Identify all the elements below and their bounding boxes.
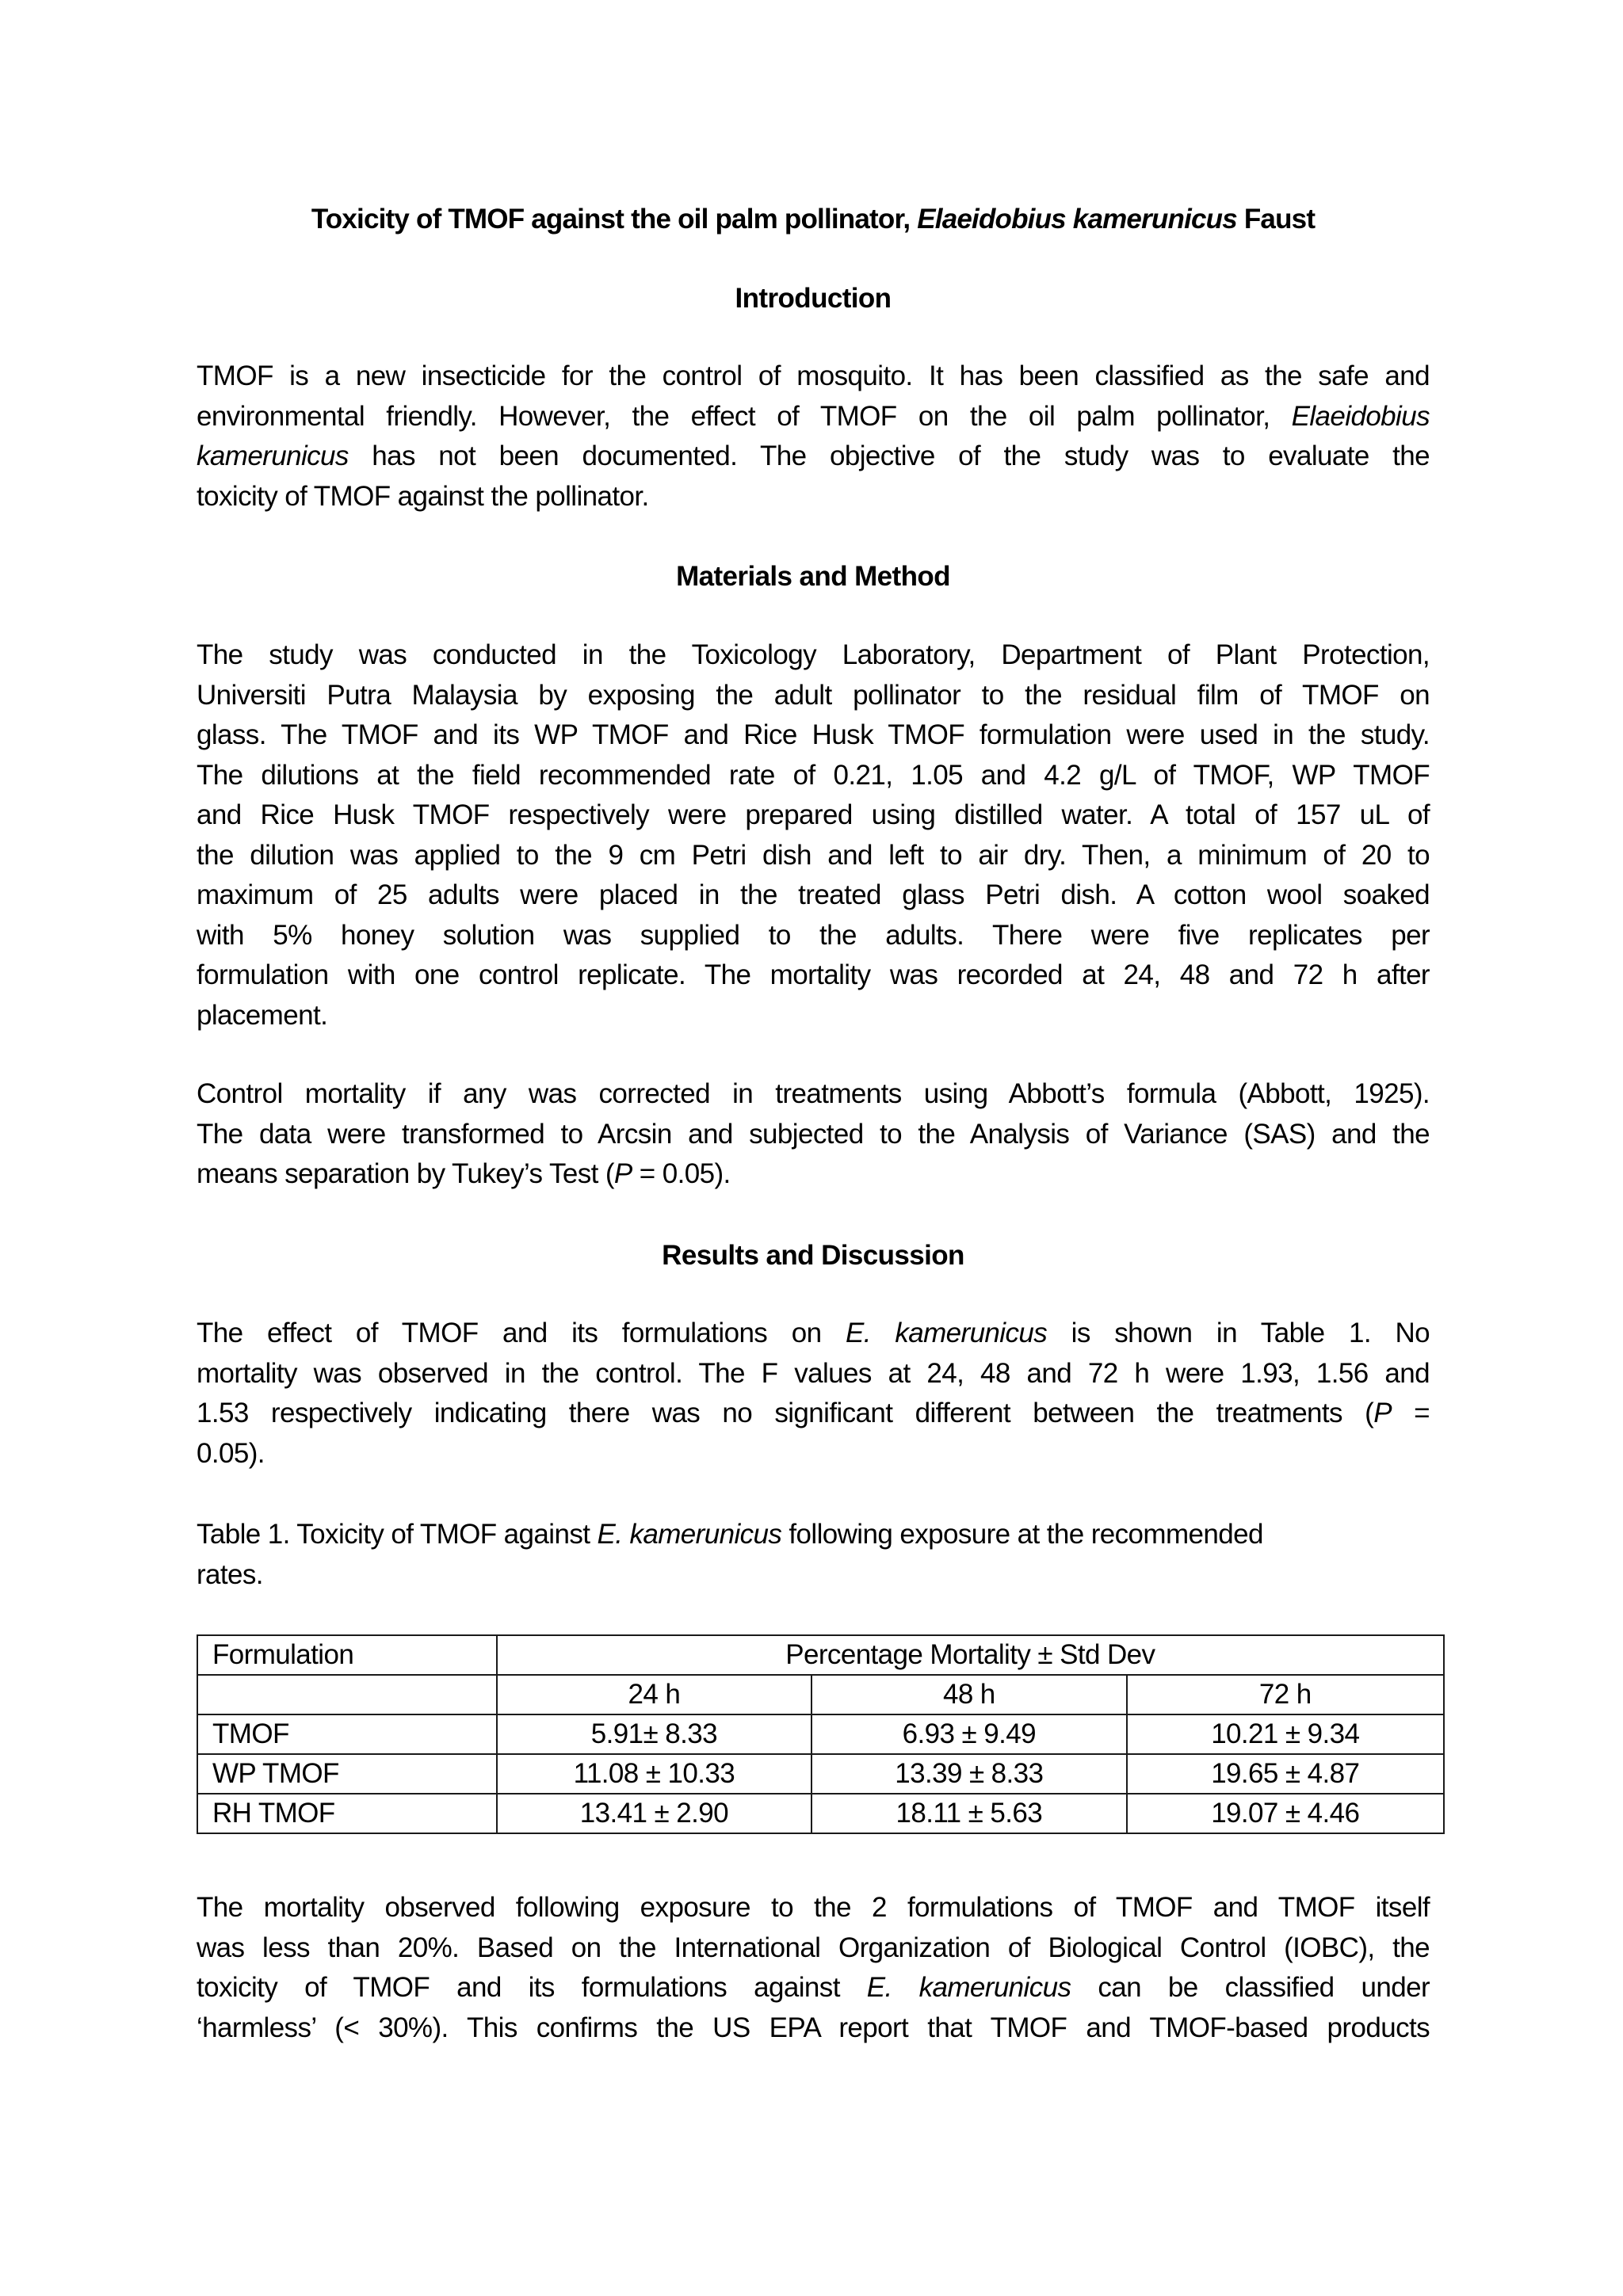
paragraph-line [197,397,1430,437]
heading-introduction: Introduction [735,283,892,314]
paragraph-line: 0.05). [197,1437,265,1469]
paragraph-line [197,1968,1430,2008]
document-title [197,200,1430,239]
cell-72h: 19.07 ± 4.46 [1127,1794,1444,1833]
introduction-paragraph [197,357,1430,517]
text: = [1391,1398,1430,1428]
paragraph-line: ‘harmless’ (< 30%). This confirms the US EPA report that TMOF and TMOF-based products [197,2012,1430,2043]
paragraph-line: with 5% honey solution was supplied to the adults. There were five replicates per [197,919,1430,951]
subheader-72h: 72 h [1127,1675,1444,1714]
paragraph-line [197,437,1430,477]
text: is shown in Table 1. No [1047,1318,1430,1348]
p-value-italic: P [1373,1398,1392,1428]
paragraph-line: The study was conducted in the Toxicology Laboratory, Department of Plant Protection, [197,639,1430,670]
cell-72h: 10.21 ± 9.34 [1127,1714,1444,1754]
paragraph-line: glass. The TMOF and its WP TMOF and Rice Husk TMOF formulation were used in the study. [197,719,1430,750]
table-caption [197,1515,1430,1595]
species-italic: E. kamerunicus [845,1318,1048,1348]
text: toxicity of TMOF against the pollinator. [197,480,649,512]
text: environmental friendly. However, the effect of TMOF on the oil palm pollinator, [197,400,1292,432]
mortality-table [197,1634,1445,1834]
header-percentage-mortality: Percentage Mortality ± Std Dev [497,1635,1444,1675]
species-italic: E. kamerunicus [866,1972,1071,2003]
p-value-italic: P [613,1158,632,1189]
paragraph-line: Universiti Putra Malaysia by exposing the adult pollinator to the residual film of TMOF on [197,679,1430,711]
paragraph-line: and Rice Husk TMOF respectively were prepared using distilled water. A total of 157 uL of [197,799,1430,830]
heading-materials-and-method: Materials and Method [676,561,950,592]
text: following exposure at the recommended [781,1519,1263,1550]
cell-48h: 18.11 ± 5.63 [812,1794,1126,1833]
paragraph-line [197,357,1430,397]
methods-paragraph-2 [197,1074,1430,1195]
cell-24h: 11.08 ± 10.33 [497,1754,812,1794]
cell-72h: 19.65 ± 4.87 [1127,1754,1444,1794]
text: = 0.05). [632,1158,731,1189]
results-paragraph-2 [197,1888,1430,2048]
title-suffix: Faust [1236,204,1316,235]
text: has not been documented. The objective of the study was to evaluate the [348,441,1430,471]
paragraph-line: was less than 20%. Based on the International Organization of Biological Control (IOBC), the [197,1932,1430,1963]
paragraph-line [197,1154,1430,1195]
caption-line [197,1515,1430,1555]
cell-formulation: TMOF [197,1714,497,1754]
paragraph-line [197,477,1430,517]
species-italic: kamerunicus [197,441,349,471]
header-formulation: Formulation [197,1635,497,1675]
heading-results-and-discussion: Results and Discussion [662,1240,964,1271]
paragraph-line: mortality was observed in the control. The F values at 24, 48 and 72 h were 1.93, 1.56 and [197,1357,1430,1389]
cell-formulation: WP TMOF [197,1754,497,1794]
table-row [197,1754,1444,1794]
title-text: Toxicity of TMOF against the oil palm pollinator, [311,204,918,235]
paragraph-line: maximum of 25 adults were placed in the treated glass Petri dish. A cotton wool soaked [197,879,1430,910]
subheader-48h: 48 h [812,1675,1126,1714]
title-species: Elaeidobius kamerunicus [917,204,1237,235]
results-paragraph-1 [197,1314,1430,1474]
cell-48h: 6.93 ± 9.49 [812,1714,1126,1754]
methods-paragraph-1 [197,635,1430,1035]
cell-48h: 13.39 ± 8.33 [812,1754,1126,1794]
cell-24h: 5.91± 8.33 [497,1714,812,1754]
paragraph-line: placement. [197,999,328,1031]
table-row [197,1714,1444,1754]
cell-24h: 13.41 ± 2.90 [497,1794,812,1833]
paragraph-line: the dilution was applied to the 9 cm Petri dish and left to air dry. Then, a minimum of 20 to [197,839,1430,871]
paragraph-line: formulation with one control replicate. The mortality was recorded at 24, 48 and 72 h after [197,959,1430,990]
paragraph-line [197,1314,1430,1354]
paragraph-line: The mortality observed following exposure to the 2 formulations of TMOF and TMOF itself [197,1892,1430,1923]
subheader-24h: 24 h [497,1675,812,1714]
text: means separation by Tukey’s Test ( [197,1158,614,1189]
species-italic: E. kamerunicus [597,1519,782,1550]
species-italic: Elaeidobius [1291,400,1430,432]
paragraph-line [197,1394,1430,1434]
text: 1.53 respectively indicating there was no significant different between the treatments ( [197,1398,1374,1428]
empty-cell [197,1675,497,1714]
caption-line: rates. [197,1558,263,1590]
paragraph-line: The dilutions at the field recommended rate of 0.21, 1.05 and 4.2 g/L of TMOF, WP TMOF [197,759,1430,791]
table-subheader-row [197,1675,1444,1714]
text: Table 1. Toxicity of TMOF against [197,1519,598,1550]
paragraph-line: Control mortality if any was corrected in treatments using Abbott’s formula (Abbott, 1925). [197,1078,1430,1109]
text: toxicity of TMOF and its formulations against [197,1972,867,2003]
text: can be classified under [1071,1972,1430,2003]
text: The effect of TMOF and its formulations on [197,1318,846,1348]
table-row [197,1794,1444,1833]
cell-formulation: RH TMOF [197,1794,497,1833]
table-header-row [197,1635,1444,1675]
paragraph-line: The data were transformed to Arcsin and subjected to the Analysis of Variance (SAS) and the [197,1118,1430,1150]
text: TMOF is a new insecticide for the control of mosquito. It has been classified as the safe and [197,360,1430,391]
